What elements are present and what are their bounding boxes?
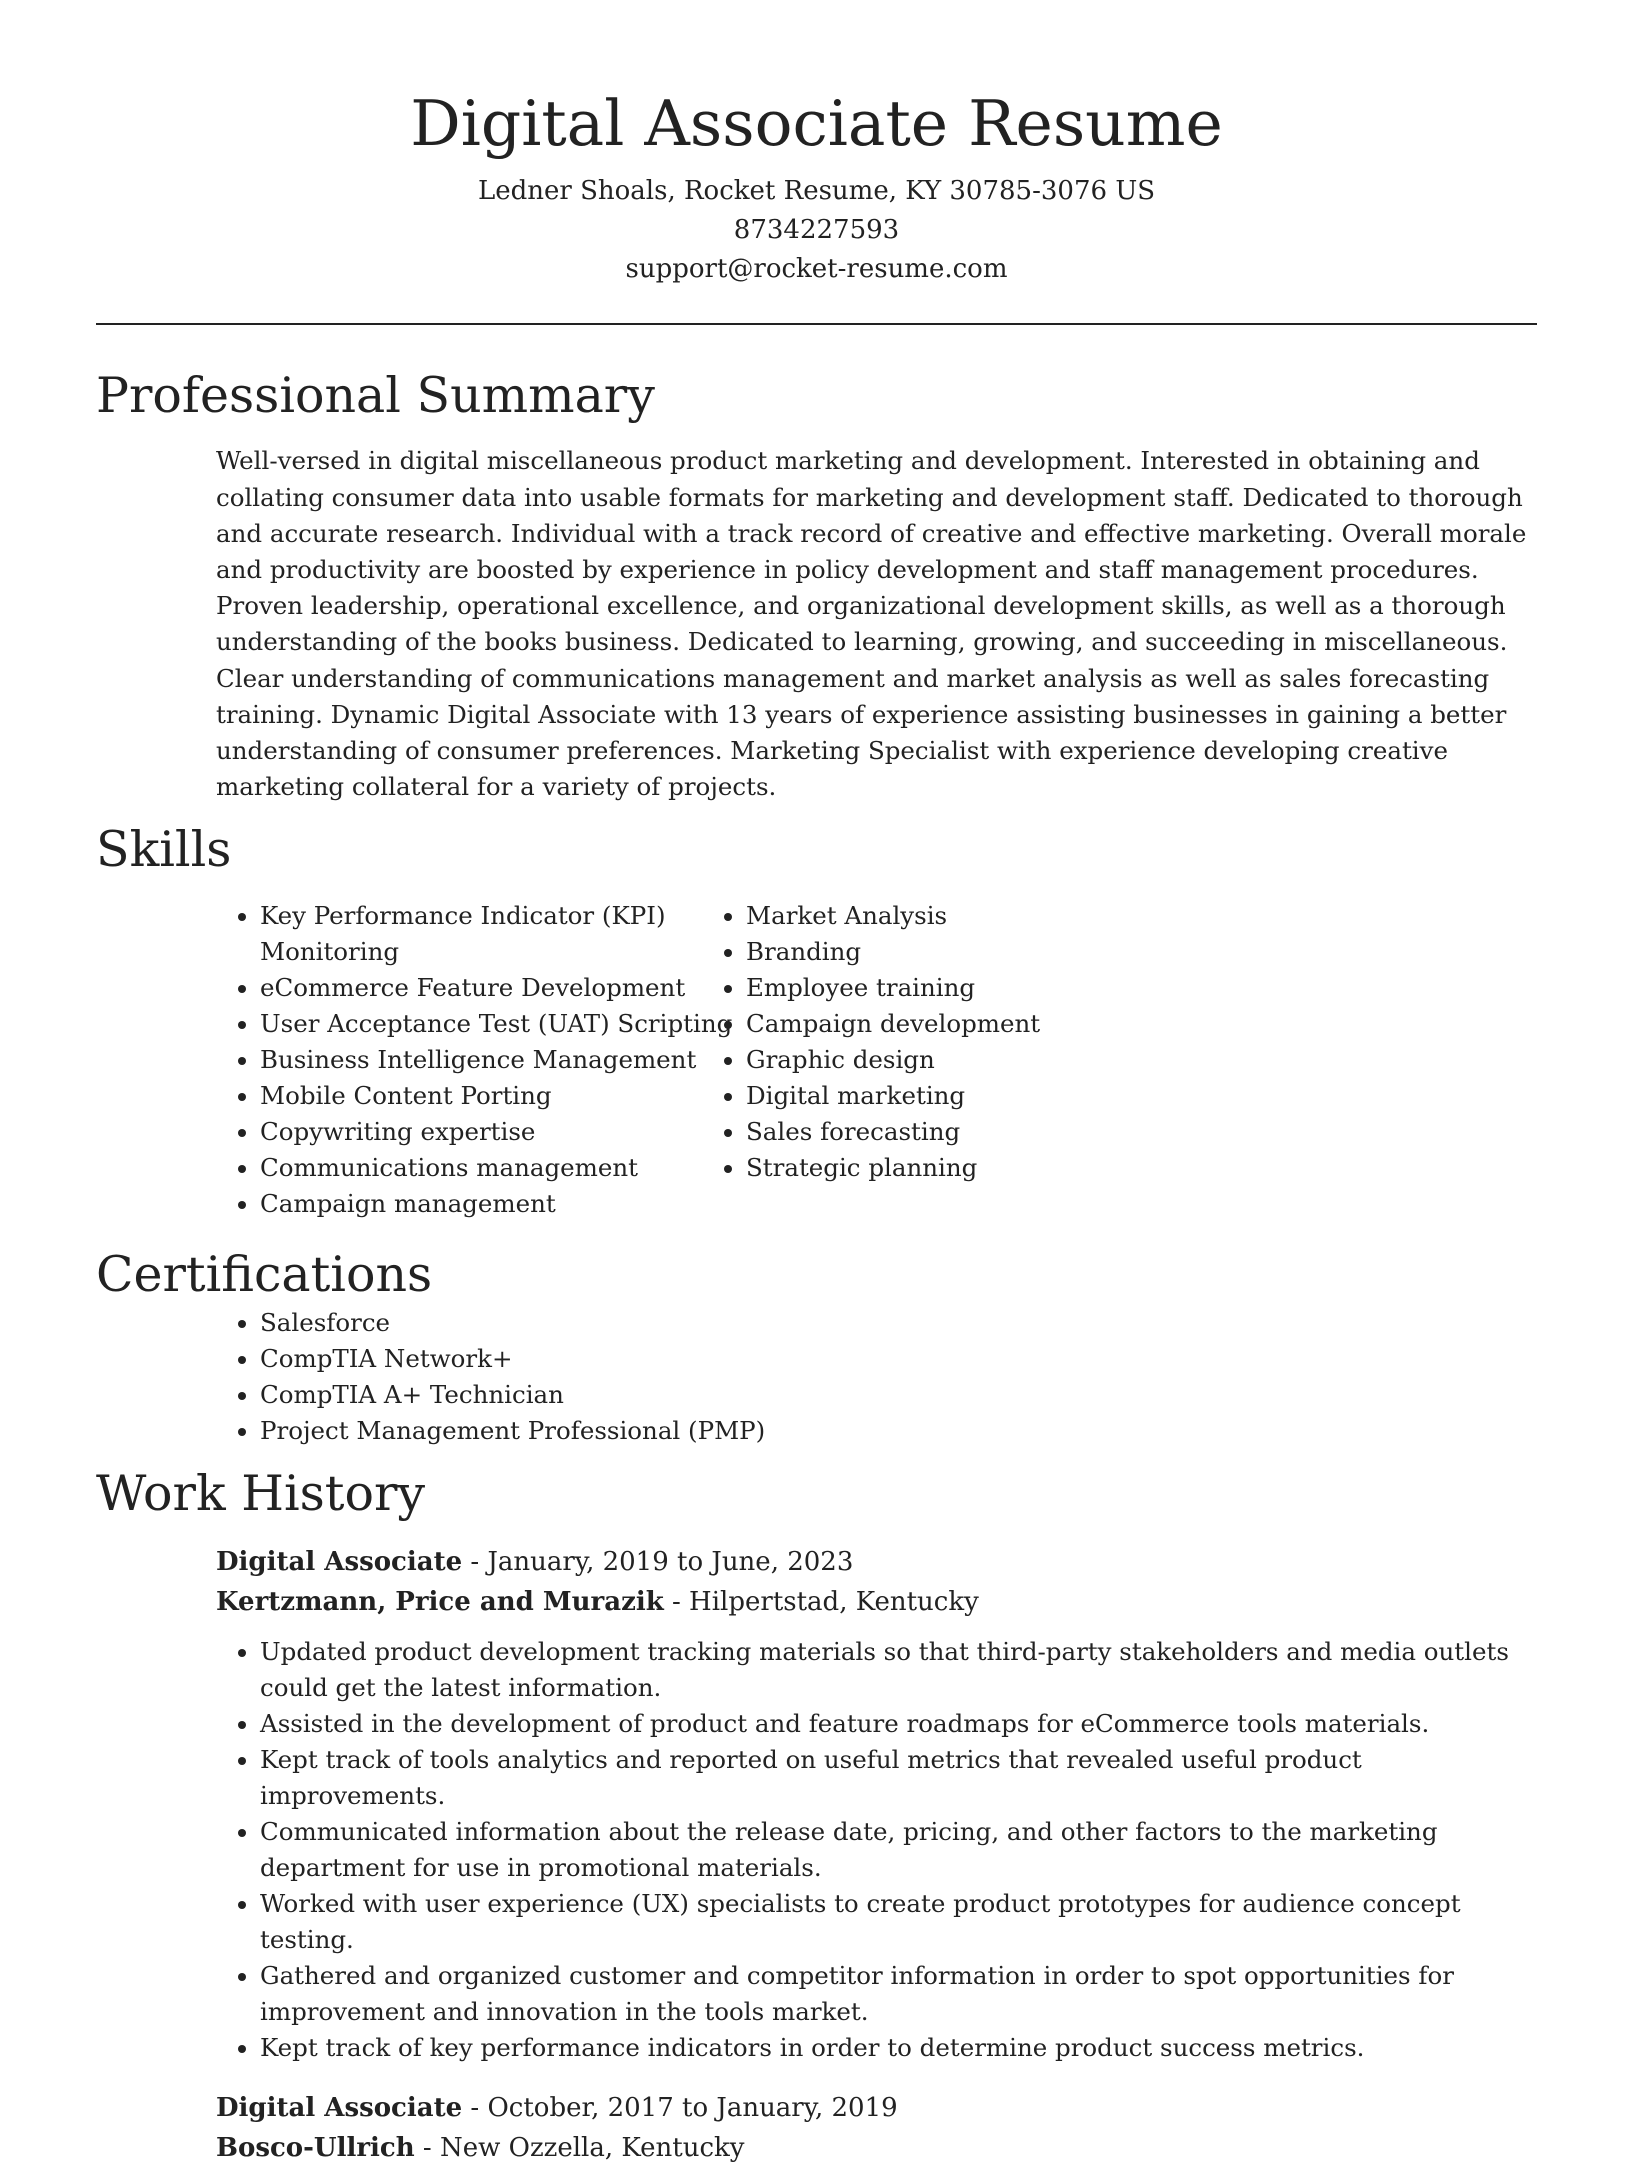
skills-heading: Skills: [96, 821, 232, 879]
certification-item: • CompTIA Network+: [260, 1341, 1537, 1377]
job-duty: • Worked with user experience (UX) specialists to create product prototypes for audience concept testing.: [260, 1886, 1537, 1958]
skill-item: • Campaign development: [746, 1006, 1537, 1042]
job-role: Digital Associate: [216, 1546, 463, 1577]
job-entry: [216, 2088, 1537, 2168]
skill-item: • Campaign management: [260, 1186, 746, 1222]
skill-item: • Communications management: [260, 1150, 746, 1186]
job-duty: • Updated product development tracking materials so that third-party stakeholders and media outlets could get the latest information.: [260, 1634, 1537, 1706]
skill-item: • eCommerce Feature Development: [260, 970, 746, 1006]
resume-header: [96, 86, 1537, 289]
summary-text: Well-versed in digital miscellaneous product marketing and development. Interested in obtaining and collating consumer data into usable formats for marketing and development staff. Dedicated to thorough and accurate research. Individual with a track record of creative and effective marketing. Overall morale and productivity are boosted by experience in policy development and staff management procedures. Proven leadership, operational excellence, and organizational development skills, as well as a thorough understanding of the books business. Dedicated to learning, growing, and succeeding in miscellaneous. Clear understanding of communications management and market analysis as well as sales forecasting training. Dynamic Digital Associate with 13 years of experience assisting businesses in gaining a better understanding of consumer preferences. Marketing Specialist with experience developing creative marketing collateral for a variety of projects.: [216, 446, 1527, 802]
contact-email: support@rocket-resume.com: [625, 253, 1008, 284]
work-history-heading: Work History: [96, 1465, 426, 1523]
job-duty: • Kept track of key performance indicators in order to determine product success metrics.: [260, 2030, 1537, 2066]
certification-item: • CompTIA A+ Technician: [260, 1377, 1537, 1413]
contact-address: Ledner Shoals, Rocket Resume, KY 30785-3076 US: [477, 175, 1156, 206]
skill-item: • Key Performance Indicator (KPI) Monitoring: [260, 898, 746, 970]
skill-item: • Graphic design: [746, 1042, 1537, 1078]
skills-list-right: [723, 898, 1537, 1222]
job-location: - Hilpertstad, Kentucky: [663, 1586, 979, 1617]
skill-item: • Market Analysis: [746, 898, 1537, 934]
resume-title: Digital Associate Resume: [410, 87, 1223, 160]
certification-item: • Project Management Professional (PMP): [260, 1413, 1537, 1449]
job-company-line: [216, 2128, 1537, 2168]
job-role-line: [216, 2088, 1537, 2128]
job-company: Bosco-Ullrich: [216, 2132, 415, 2163]
job-dates: - October, 2017 to January, 2019: [462, 2092, 898, 2123]
job-company-line: [216, 1582, 1537, 1622]
skill-item: • Digital marketing: [746, 1078, 1537, 1114]
job-duty: • Gathered and organized customer and competitor information in order to spot opportunities for improvement and innovation in the tools market.: [260, 1958, 1537, 2030]
job-duty: • Kept track of tools analytics and reported on useful metrics that revealed useful product improvements.: [260, 1742, 1537, 1814]
skill-item: • Business Intelligence Management: [260, 1042, 746, 1078]
job-company: Kertzmann, Price and Murazik: [216, 1586, 664, 1617]
header-divider: [96, 323, 1537, 325]
skills-list-left: [96, 898, 746, 1222]
skill-item: • Branding: [746, 934, 1537, 970]
contact-phone: 8734227593: [733, 214, 900, 245]
skill-item: • Employee training: [746, 970, 1537, 1006]
job-duties-list: [96, 1634, 1537, 2066]
certifications-heading: Certifications: [96, 1246, 433, 1304]
skill-item: • Strategic planning: [746, 1150, 1537, 1186]
skill-item: • Mobile Content Porting: [260, 1078, 746, 1114]
job-role-line: [216, 1542, 1537, 1582]
job-duty: • Communicated information about the release date, pricing, and other factors to the marketing department for use in promotional materials.: [260, 1814, 1537, 1886]
job-location: - New Ozzella, Kentucky: [414, 2132, 745, 2163]
certifications-list: [96, 1305, 1537, 1449]
skills-columns: [96, 898, 1537, 1222]
skill-item: • Sales forecasting: [746, 1114, 1537, 1150]
job-dates: - January, 2019 to June, 2023: [462, 1546, 854, 1577]
skill-item: • User Acceptance Test (UAT) Scripting: [260, 1006, 746, 1042]
job-role: Digital Associate: [216, 2092, 463, 2123]
job-entry: [216, 1542, 1537, 2066]
summary-heading: Professional Summary: [96, 366, 655, 424]
skill-item: • Copywriting expertise: [260, 1114, 746, 1150]
certification-item: • Salesforce: [260, 1305, 1537, 1341]
job-duty: • Assisted in the development of product and feature roadmaps for eCommerce tools materials.: [260, 1706, 1537, 1742]
